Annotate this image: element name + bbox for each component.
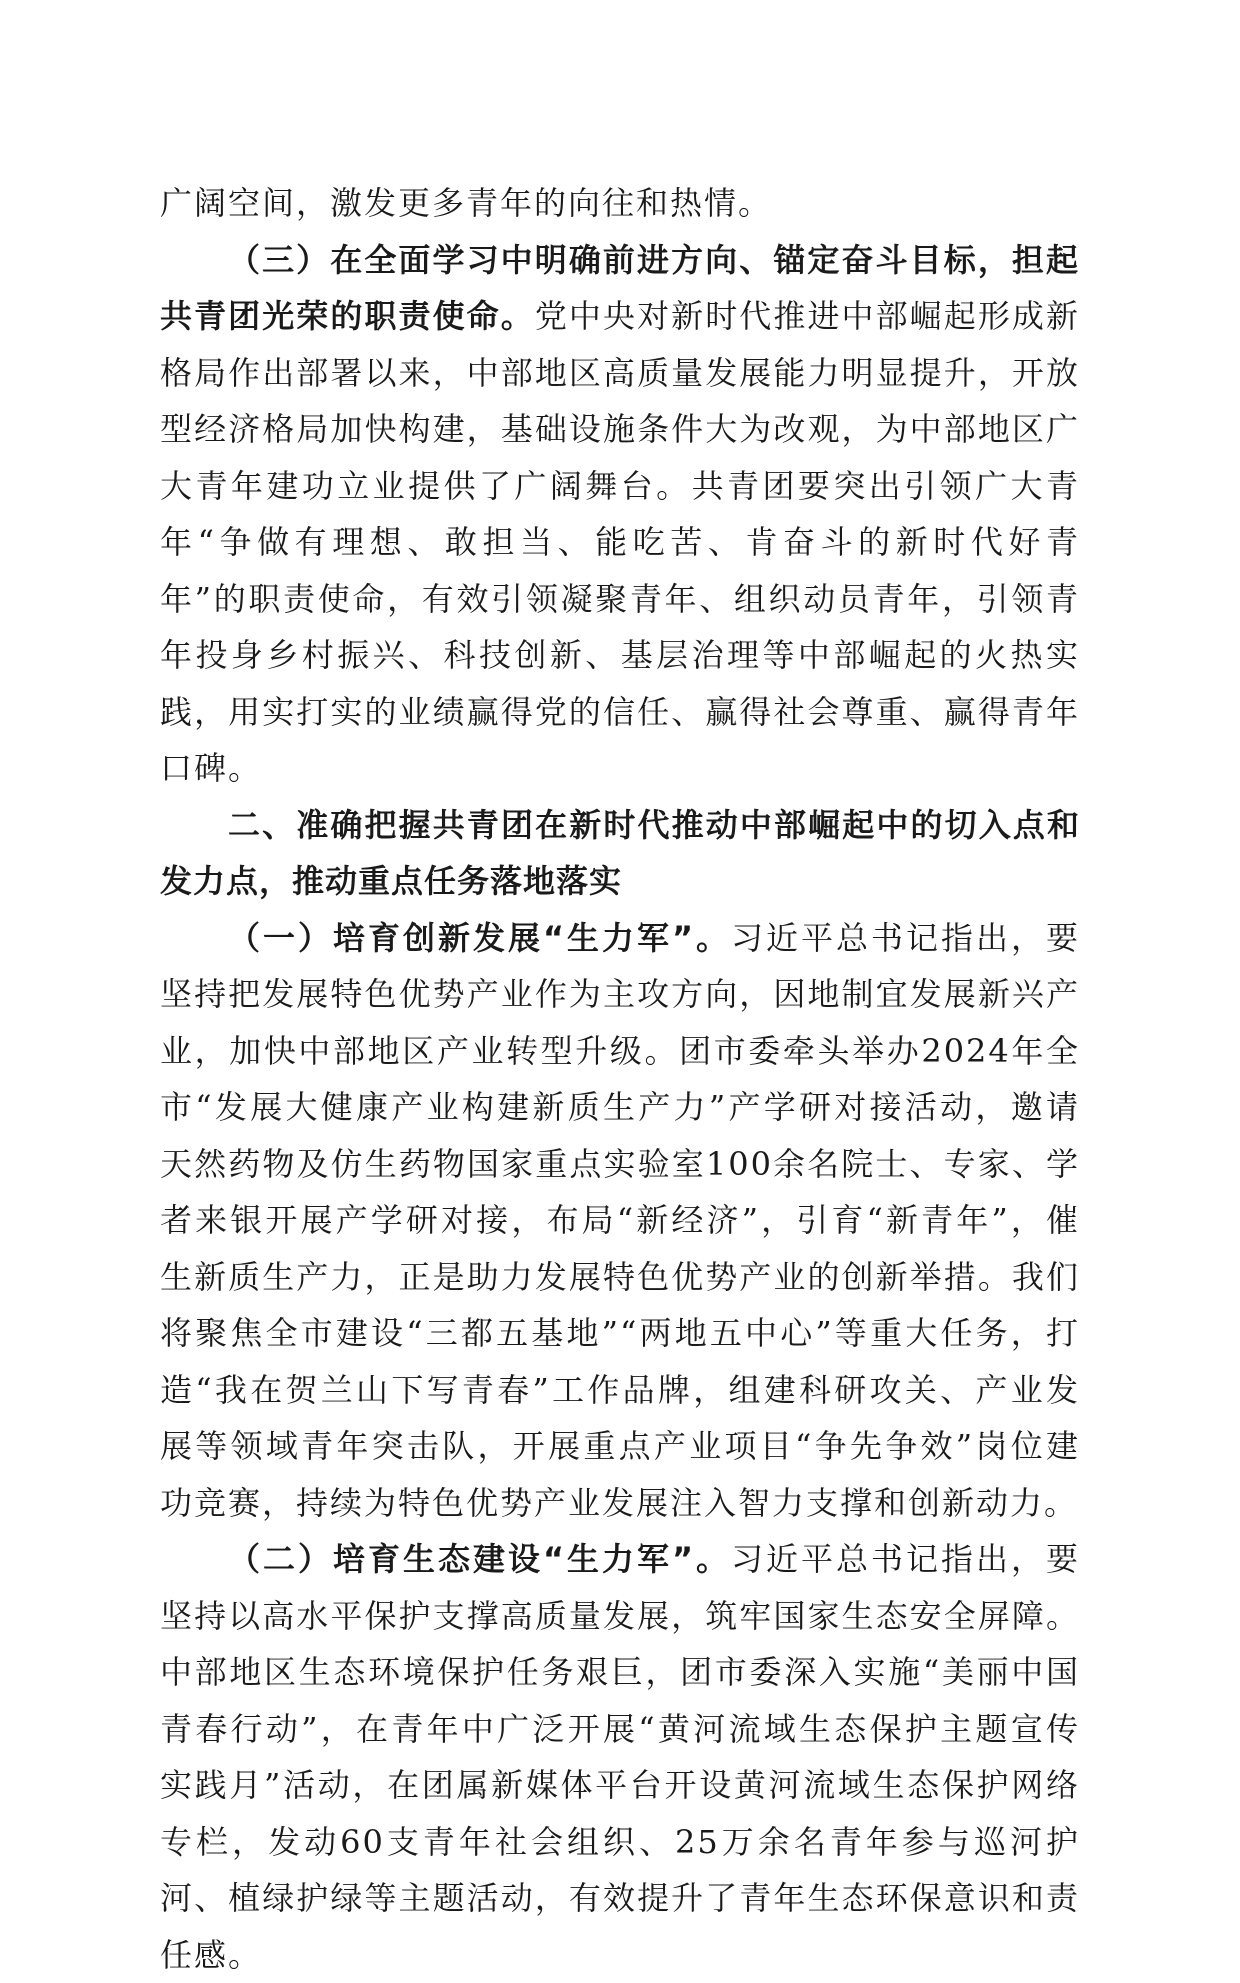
paragraph-section-three (160, 232, 1080, 797)
document-body (160, 175, 1080, 1983)
paragraph-text: 习近平总书记指出，要坚持把发展特色优势产业作为主攻方向，因地制宜发展新兴产业，加快中部地区产业转型升级。团市委牵头举办2024年全市“发展大健康产业构建新质生产力”产学研对接活动，邀请天然药物及仿生药物国家重点实验室100余名院士、专家、学者来银开展产学研对接，布局“新经济”，引育“新青年”，催生新质生产力，正是助力发展特色优势产业的创新举措。我们将聚焦全市建设“三都五基地”“两地五中心”等重大任务，打造“我在贺兰山下写青春”工作品牌，组建科研攻关、产业发展等领域青年突击队，开展重点产业项目“争先争效”岗位建功竞赛，持续为特色优势产业发展注入智力支撑和创新动力。 (160, 918, 1080, 1522)
paragraph-continuation (160, 175, 1080, 232)
paragraph-lead: （三）在全面学习中明确前进方向、锚定奋斗目标，担起共青团光荣的职责使命。 (160, 240, 1080, 335)
paragraph-ecology (160, 1531, 1080, 1983)
paragraph-lead: （二）培育生态建设“生力军”。 (228, 1540, 732, 1578)
paragraph-lead: （一）培育创新发展“生力军”。 (228, 918, 732, 957)
paragraph-innovation (160, 910, 1080, 1532)
paragraph-text: 党中央对新时代推进中部崛起形成新格局作出部署以来，中部地区高质量发展能力明显提升，开放型经济格局加快构建，基础设施条件大为改观，为中部地区广大青年建功立业提供了广阔舞台。共青团要突出引领广大青年“争做有理想、敢担当、能吃苦、肯奋斗的新时代好青年”的职责使命，有效引领凝聚青年、组织动员青年，引领青年投身乡村振兴、科技创新、基层治理等中部崛起的火热实践，用实打实的业绩赢得党的信任、赢得社会尊重、赢得青年口碑。 (160, 297, 1080, 787)
paragraph-text: 习近平总书记指出，要坚持以高水平保护支撑高质量发展，筑牢国家生态安全屏障。中部地区生态环境保护任务艰巨，团市委深入实施“美丽中国青春行动”，在青年中广泛开展“黄河流域生态保护主题宣传实践月”活动，在团属新媒体平台开设黄河流域生态保护网络专栏，发动60支青年社会组织、25万余名青年参与巡河护河、植绿护绿等主题活动，有效提升了青年生态环保意识和责任感。 (160, 1540, 1080, 1974)
section-heading: 二、准确把握共青团在新时代推动中部崛起中的切入点和发力点，推动重点任务落地落实 (160, 805, 1080, 900)
paragraph-text: 广阔空间，激发更多青年的向往和热情。 (160, 184, 773, 222)
